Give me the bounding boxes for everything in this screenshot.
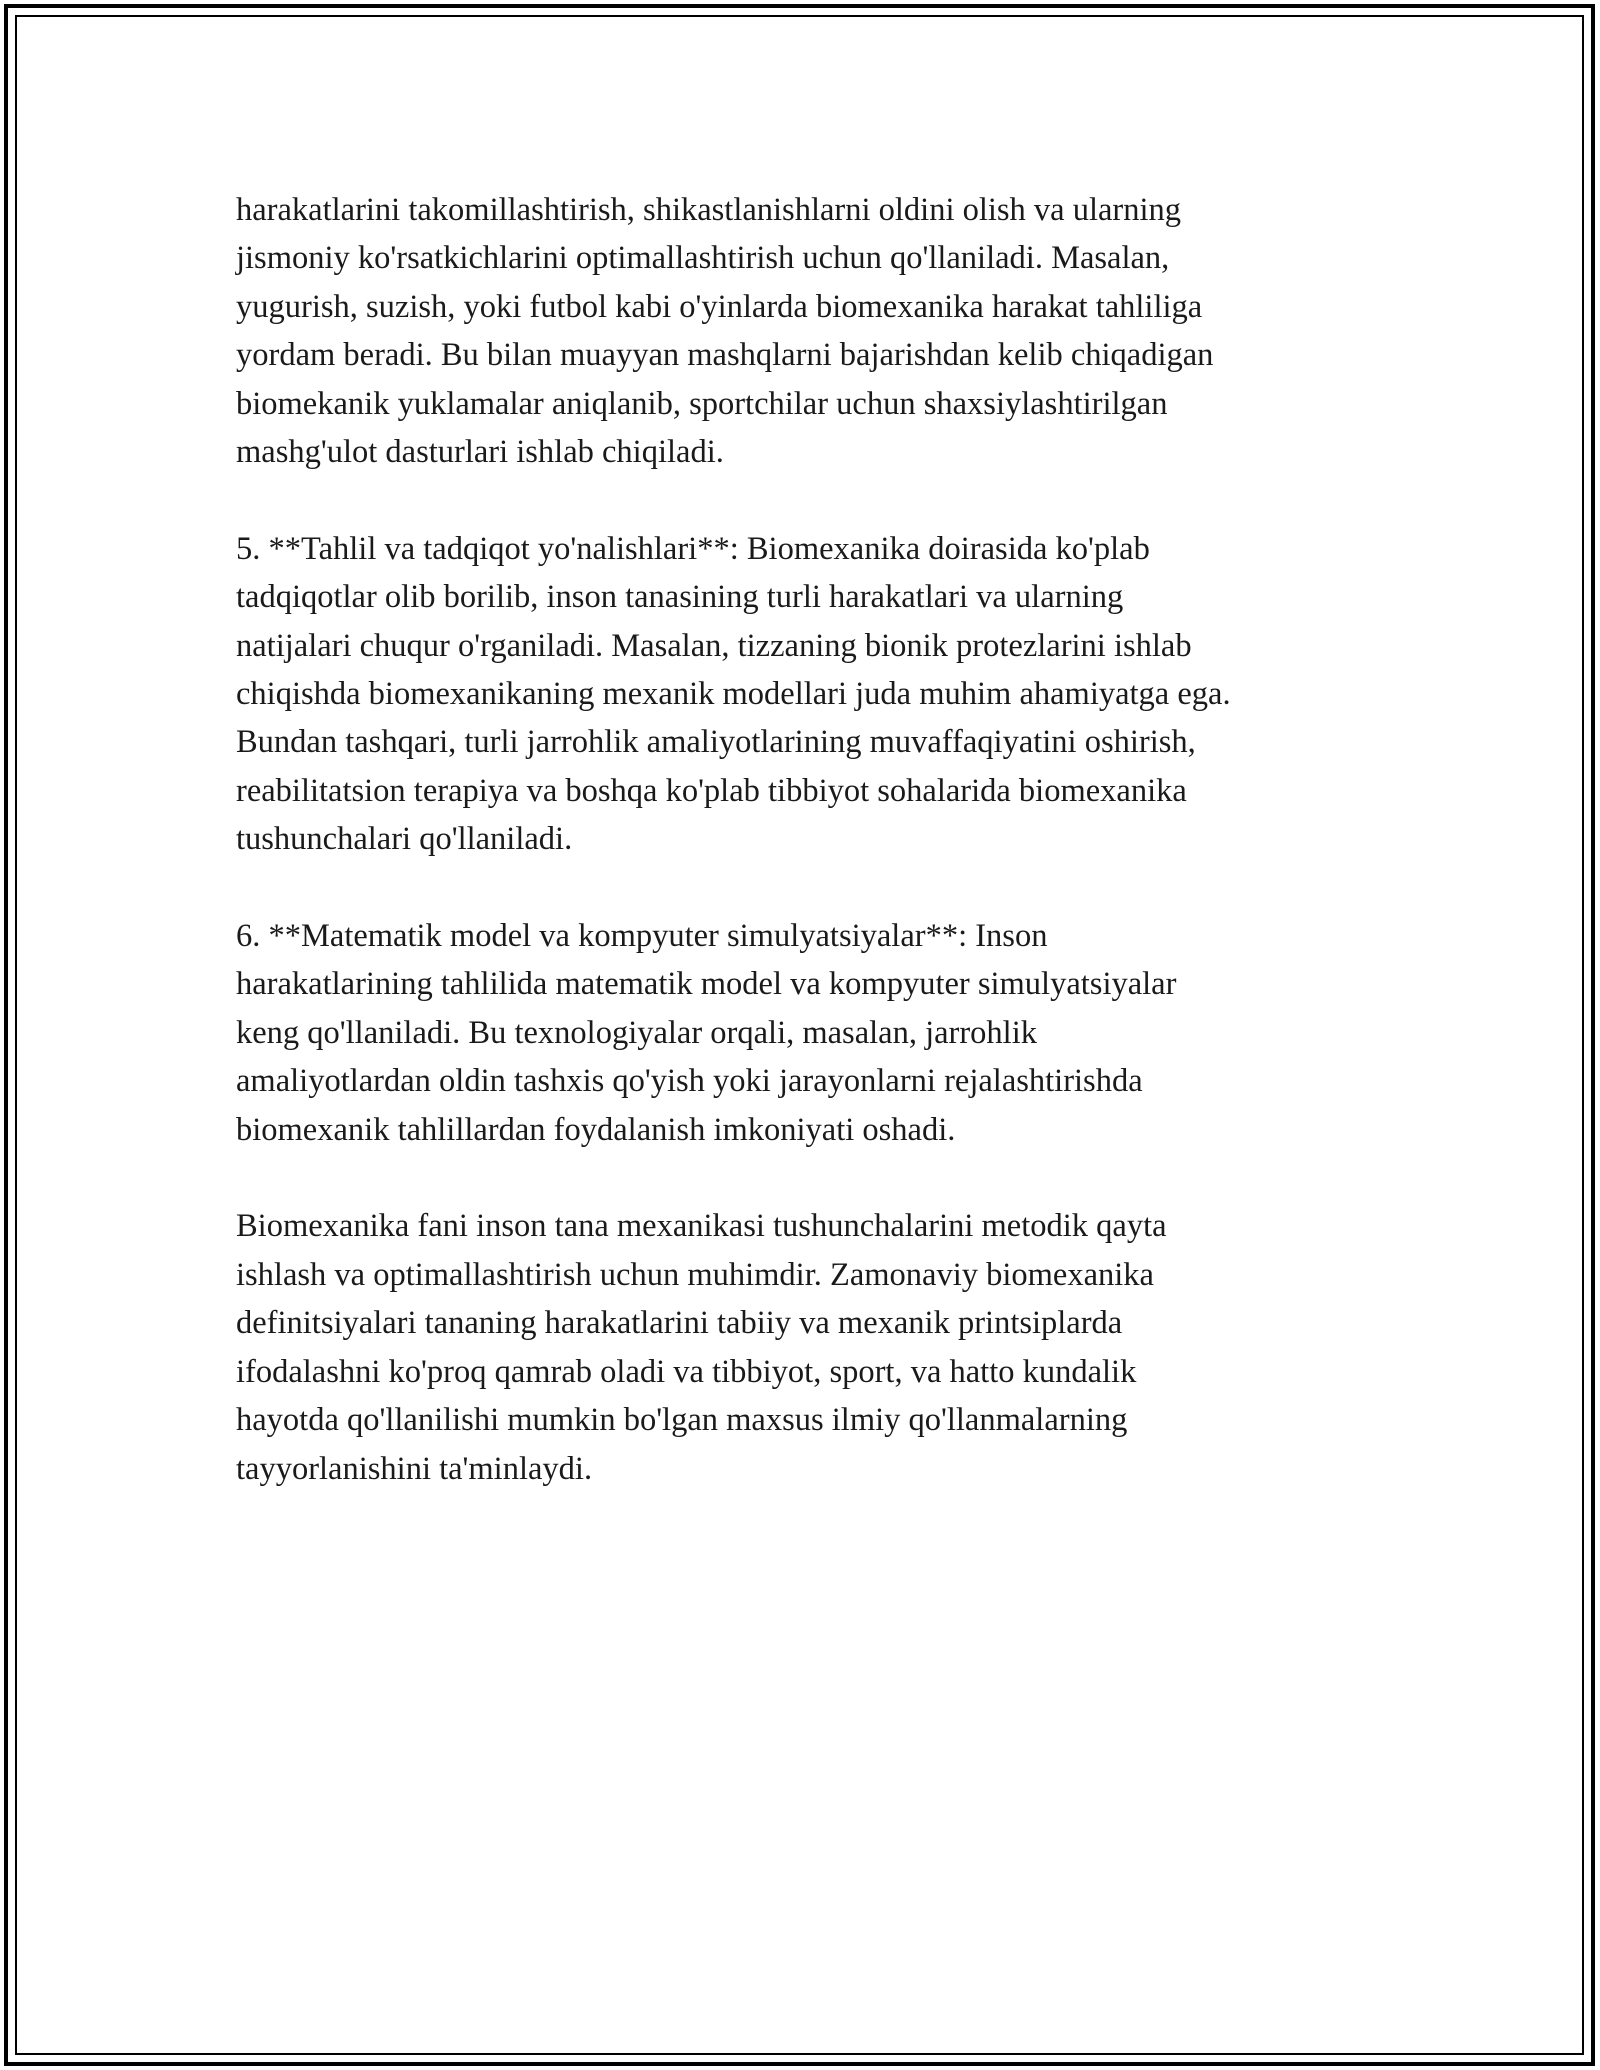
text-line: ifodalashni ko'proq qamrab oladi va tibbiyot, sport, va hatto kundalik (236, 1353, 1137, 1390)
paragraph-research-directions (236, 525, 1406, 864)
text-line: tushunchalari qo'llaniladi. (236, 821, 573, 858)
text-line: mashg'ulot dasturlari ishlab chiqiladi. (236, 434, 724, 471)
text-line: natijalari chuqur o'rganiladi. Masalan, tizzaning bionik protezlarini ishlab (236, 627, 1192, 664)
paragraph-math-models (236, 912, 1406, 1154)
text-line: Biomexanika fani inson tana mexanikasi tushunchalarini metodik qayta (236, 1208, 1167, 1245)
text-line: amaliyotlardan oldin tashxis qo'yish yoki jarayonlarni rejalashtirishda (236, 1063, 1143, 1100)
text-line: yugurish, suzish, yoki futbol kabi o'yinlarda biomexanika harakat tahliliga (236, 288, 1203, 325)
text-line: ishlash va optimallashtirish uchun muhimdir. Zamonaviy biomexanika (236, 1256, 1154, 1293)
text-line: chiqishda biomexanikaning mexanik modellari juda muhim ahamiyatga ega. (236, 676, 1231, 713)
text-line: yordam beradi. Bu bilan muayyan mashqlarni bajarishdan kelib chiqadigan (236, 337, 1214, 374)
text-line: 5. **Tahlil va tadqiqot yo'nalishlari**: Biomexanika doirasida ko'plab (236, 530, 1150, 567)
text-line: 6. **Matematik model va kompyuter simulyatsiyalar**: Inson (236, 918, 1048, 955)
text-line: harakatlarining tahlilida matematik model va kompyuter simulyatsiyalar (236, 966, 1177, 1003)
text-line: jismoniy ko'rsatkichlarini optimallashtirish uchun qo'llaniladi. Masalan, (236, 240, 1170, 277)
text-line: biomexanik tahlillardan foydalanish imkoniyati oshadi. (236, 1111, 956, 1148)
paragraph-conclusion (236, 1202, 1406, 1492)
text-line: Bundan tashqari, turli jarrohlik amaliyotlarining muvaffaqiyatini oshirish, (236, 724, 1196, 761)
text-line: definitsiyalari tananing harakatlarini tabiiy va mexanik printsiplarda (236, 1305, 1123, 1342)
text-line: tayyorlanishini ta'minlaydi. (236, 1450, 593, 1487)
document-body (236, 186, 1406, 1541)
text-line: reabilitatsion terapiya va boshqa ko'plab tibbiyot sohalarida biomexanika (236, 772, 1187, 809)
paragraph-sport-application (236, 186, 1406, 476)
text-line: harakatlarini takomillashtirish, shikastlanishlarni oldini olish va ularning (236, 192, 1182, 228)
text-line: biomekanik yuklamalar aniqlanib, sportchilar uchun shaxsiylashtirilgan (236, 385, 1168, 422)
text-line: hayotda qo'llanilishi mumkin bo'lgan maxsus ilmiy qo'llanmalarning (236, 1402, 1128, 1439)
text-line: keng qo'llaniladi. Bu texnologiyalar orqali, masalan, jarrohlik (236, 1014, 1037, 1051)
text-line: tadqiqotlar olib borilib, inson tanasining turli harakatlari va ularning (236, 579, 1124, 616)
